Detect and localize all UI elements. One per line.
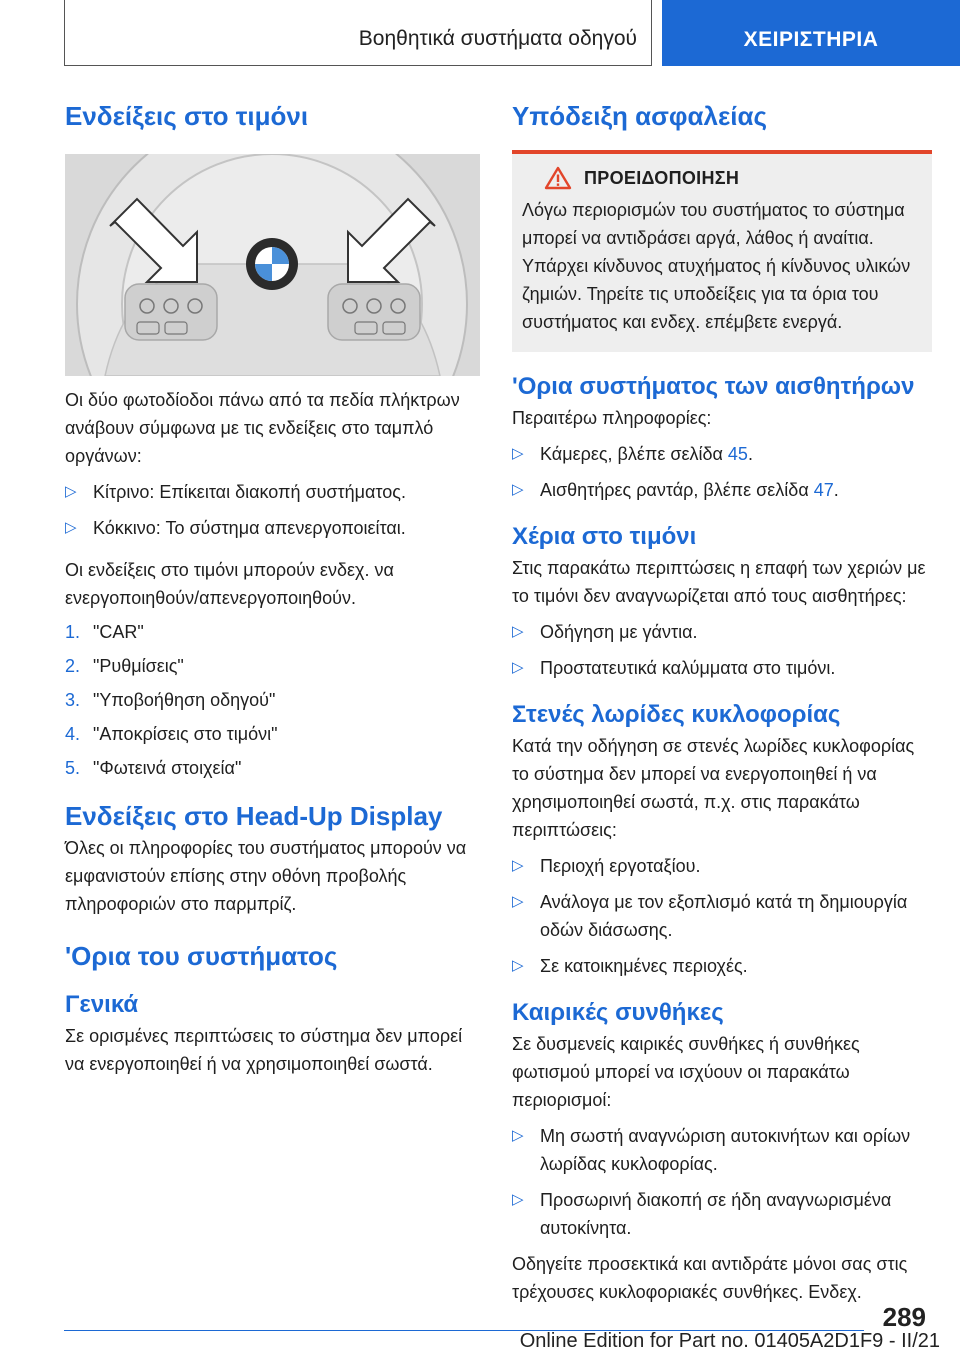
para-hud: Όλες οι πληροφορίες του συστήματος μπορούν να εμφανιστούν επίσης στην οθόνη προβολής πληροφοριών στο παρμπρίζ.	[65, 838, 467, 914]
list-item: ▷ Οδήγηση με γάντια.	[512, 618, 932, 646]
para-weather: Σε δυσμενείς καιρικές συνθήκες ή συνθήκες φωτισμού μπορεί να ισχύουν οι παρακάτω περιορισμοί:	[512, 1034, 860, 1110]
para-leds: Οι δύο φωτοδίοδοι πάνω από τα πεδία πλήκτρων ανάβουν σύμφωνα με τις ενδείξεις στο ταμπλό οργάνων:	[65, 390, 460, 466]
bmw-logo-icon	[246, 238, 298, 290]
right-control-cluster	[328, 284, 420, 340]
bullet-list-weather	[512, 1122, 932, 1242]
triangle-right-icon: ▷	[512, 659, 524, 676]
triangle-right-icon: ▷	[512, 1191, 524, 1208]
para-activation: Οι ενδείξεις στο τιμόνι μπορούν ενδεχ. να ενεργοποιηθούν/απενεργοποιηθούν.	[65, 560, 394, 608]
bullet-list-led-colors	[65, 478, 485, 542]
list-item: ▷ Σε κατοικημένες περιοχές.	[512, 952, 932, 980]
triangle-right-icon: ▷	[512, 857, 524, 874]
heading-weather: Καιρικές συνθήκες	[512, 999, 724, 1026]
page-number: 289	[882, 1302, 926, 1332]
list-item: ▷ Κίτρινο: Επίκειται διακοπή συστήματος.	[65, 478, 485, 506]
heading-safety-note: Υπόδειξη ασφαλείας	[512, 101, 768, 131]
steering-wheel-figure	[65, 154, 480, 376]
warning-header	[522, 166, 922, 190]
list-item: ▷ Αισθητήρες ραντάρ, βλέπε σελίδα 47.	[512, 476, 932, 504]
list-item: 3. "Υποβοήθηση οδηγού"	[65, 690, 276, 710]
warning-box	[512, 150, 932, 352]
page-header	[64, 0, 960, 66]
page-link-47[interactable]: 47	[813, 480, 834, 500]
list-item: ▷ Κόκκινο: Το σύστημα απενεργοποιείται.	[65, 514, 485, 542]
list-item: ▷ Κάμερες, βλέπε σελίδα 45.	[512, 440, 932, 468]
list-item: 5. "Φωτεινά στοιχεία"	[65, 758, 242, 778]
list-item: ▷ Ανάλογα με τον εξοπλισμό κατά τη δημιουργία οδών διάσωσης.	[512, 888, 932, 944]
list-item: 1. "CAR"	[65, 622, 144, 642]
heading-head-up-display: Ενδείξεις στο Head-Up Display	[65, 801, 443, 831]
triangle-right-icon: ▷	[512, 445, 524, 462]
footer-edition: Online Edition for Part no. 01405A2D1F9 - II/21	[519, 1330, 940, 1352]
heading-steering-indicators: Ενδείξεις στο τιμόνι	[65, 101, 309, 131]
para-narrow-lanes: Κατά την οδήγηση σε στενές λωρίδες κυκλοφορίας το σύστημα δεν μπορεί να ενεργοποιηθεί ή να χρησιμοποιηθεί σωστά, π.χ. στις παρακάτω περιπτώσεις:	[512, 736, 915, 840]
heading-hands-on-wheel: Χέρια στο τιμόνι	[512, 523, 697, 550]
left-column	[65, 100, 485, 1078]
triangle-right-icon: ▷	[512, 623, 524, 640]
list-item: 2. "Ρυθμίσεις"	[65, 656, 184, 676]
right-column	[512, 100, 932, 1306]
list-item: 4. "Αποκρίσεις στο τιμόνι"	[65, 724, 278, 744]
warning-title: ΠΡΟΕΙΔΟΠΟΙΗΣΗ	[584, 167, 740, 188]
bullet-list-hands	[512, 618, 932, 682]
para-hands: Στις παρακάτω περιπτώσεις η επαφή των χεριών με το τιμόνι δεν αναγνωρίζεται από τους αισθητήρες:	[512, 558, 926, 606]
list-item: ▷ Περιοχή εργοταξίου.	[512, 852, 932, 880]
header-chapter-label: ΧΕΙΡΙΣΤΗΡΙΑ	[743, 28, 879, 51]
triangle-right-icon: ▷	[512, 1127, 524, 1144]
steering-wheel-illustration	[65, 154, 480, 376]
list-item: ▷ Προστατευτικά καλύμματα στο τιμόνι.	[512, 654, 932, 682]
bullet-list-sensors	[512, 440, 932, 504]
para-drive-carefully: Οδηγείτε προσεκτικά και αντιδράτε μόνοι σας στις τρέχουσες κυκλοφοριακές συνθήκες. Ενδεχ.	[512, 1254, 908, 1302]
triangle-right-icon: ▷	[512, 893, 524, 910]
header-section-title: Βοηθητικά συστήματα οδηγού	[358, 27, 637, 50]
heading-general: Γενικά	[65, 991, 139, 1018]
heading-narrow-lanes: Στενές λωρίδες κυκλοφορίας	[512, 701, 841, 728]
para-more-info: Περαιτέρω πληροφορίες:	[512, 408, 712, 428]
bullet-list-narrow-lanes	[512, 852, 932, 980]
para-general: Σε ορισμένες περιπτώσεις το σύστημα δεν μπορεί να ενεργοποιηθεί ή να χρησιμοποιηθεί σωστά.	[65, 1026, 463, 1074]
triangle-right-icon: ▷	[65, 519, 77, 536]
page-link-45[interactable]: 45	[727, 444, 748, 464]
list-item: ▷ Μη σωστή αναγνώριση αυτοκινήτων και ορίων λωρίδας κυκλοφορίας.	[512, 1122, 932, 1178]
triangle-right-icon: ▷	[512, 481, 524, 498]
heading-system-limits: 'Ορια του συστήματος	[65, 941, 338, 971]
header-section-box	[64, 0, 652, 66]
triangle-right-icon: ▷	[65, 483, 77, 500]
heading-sensor-limits: 'Ορια συστήματος των αισθητήρων	[512, 373, 915, 400]
warning-triangle-icon	[544, 166, 572, 190]
numbered-steps	[65, 618, 485, 782]
warning-text: Λόγω περιορισμών του συστήματος το σύστημα μπορεί να αντιδράσει αργά, λάθος ή αναίτια. Υπάρχει κίνδυνος ατυχήματος ή κίνδυνος υλικών ζημιών. Τηρείτε τις υποδείξεις για τα όρια του συστήματος και ενδεχ. επέμβετε ενεργά.	[522, 200, 911, 332]
triangle-right-icon: ▷	[512, 957, 524, 974]
header-chapter-tab	[662, 0, 960, 66]
left-control-cluster	[125, 284, 217, 340]
list-item: ▷ Προσωρινή διακοπή σε ήδη αναγνωρισμένα αυτοκίνητα.	[512, 1186, 932, 1242]
